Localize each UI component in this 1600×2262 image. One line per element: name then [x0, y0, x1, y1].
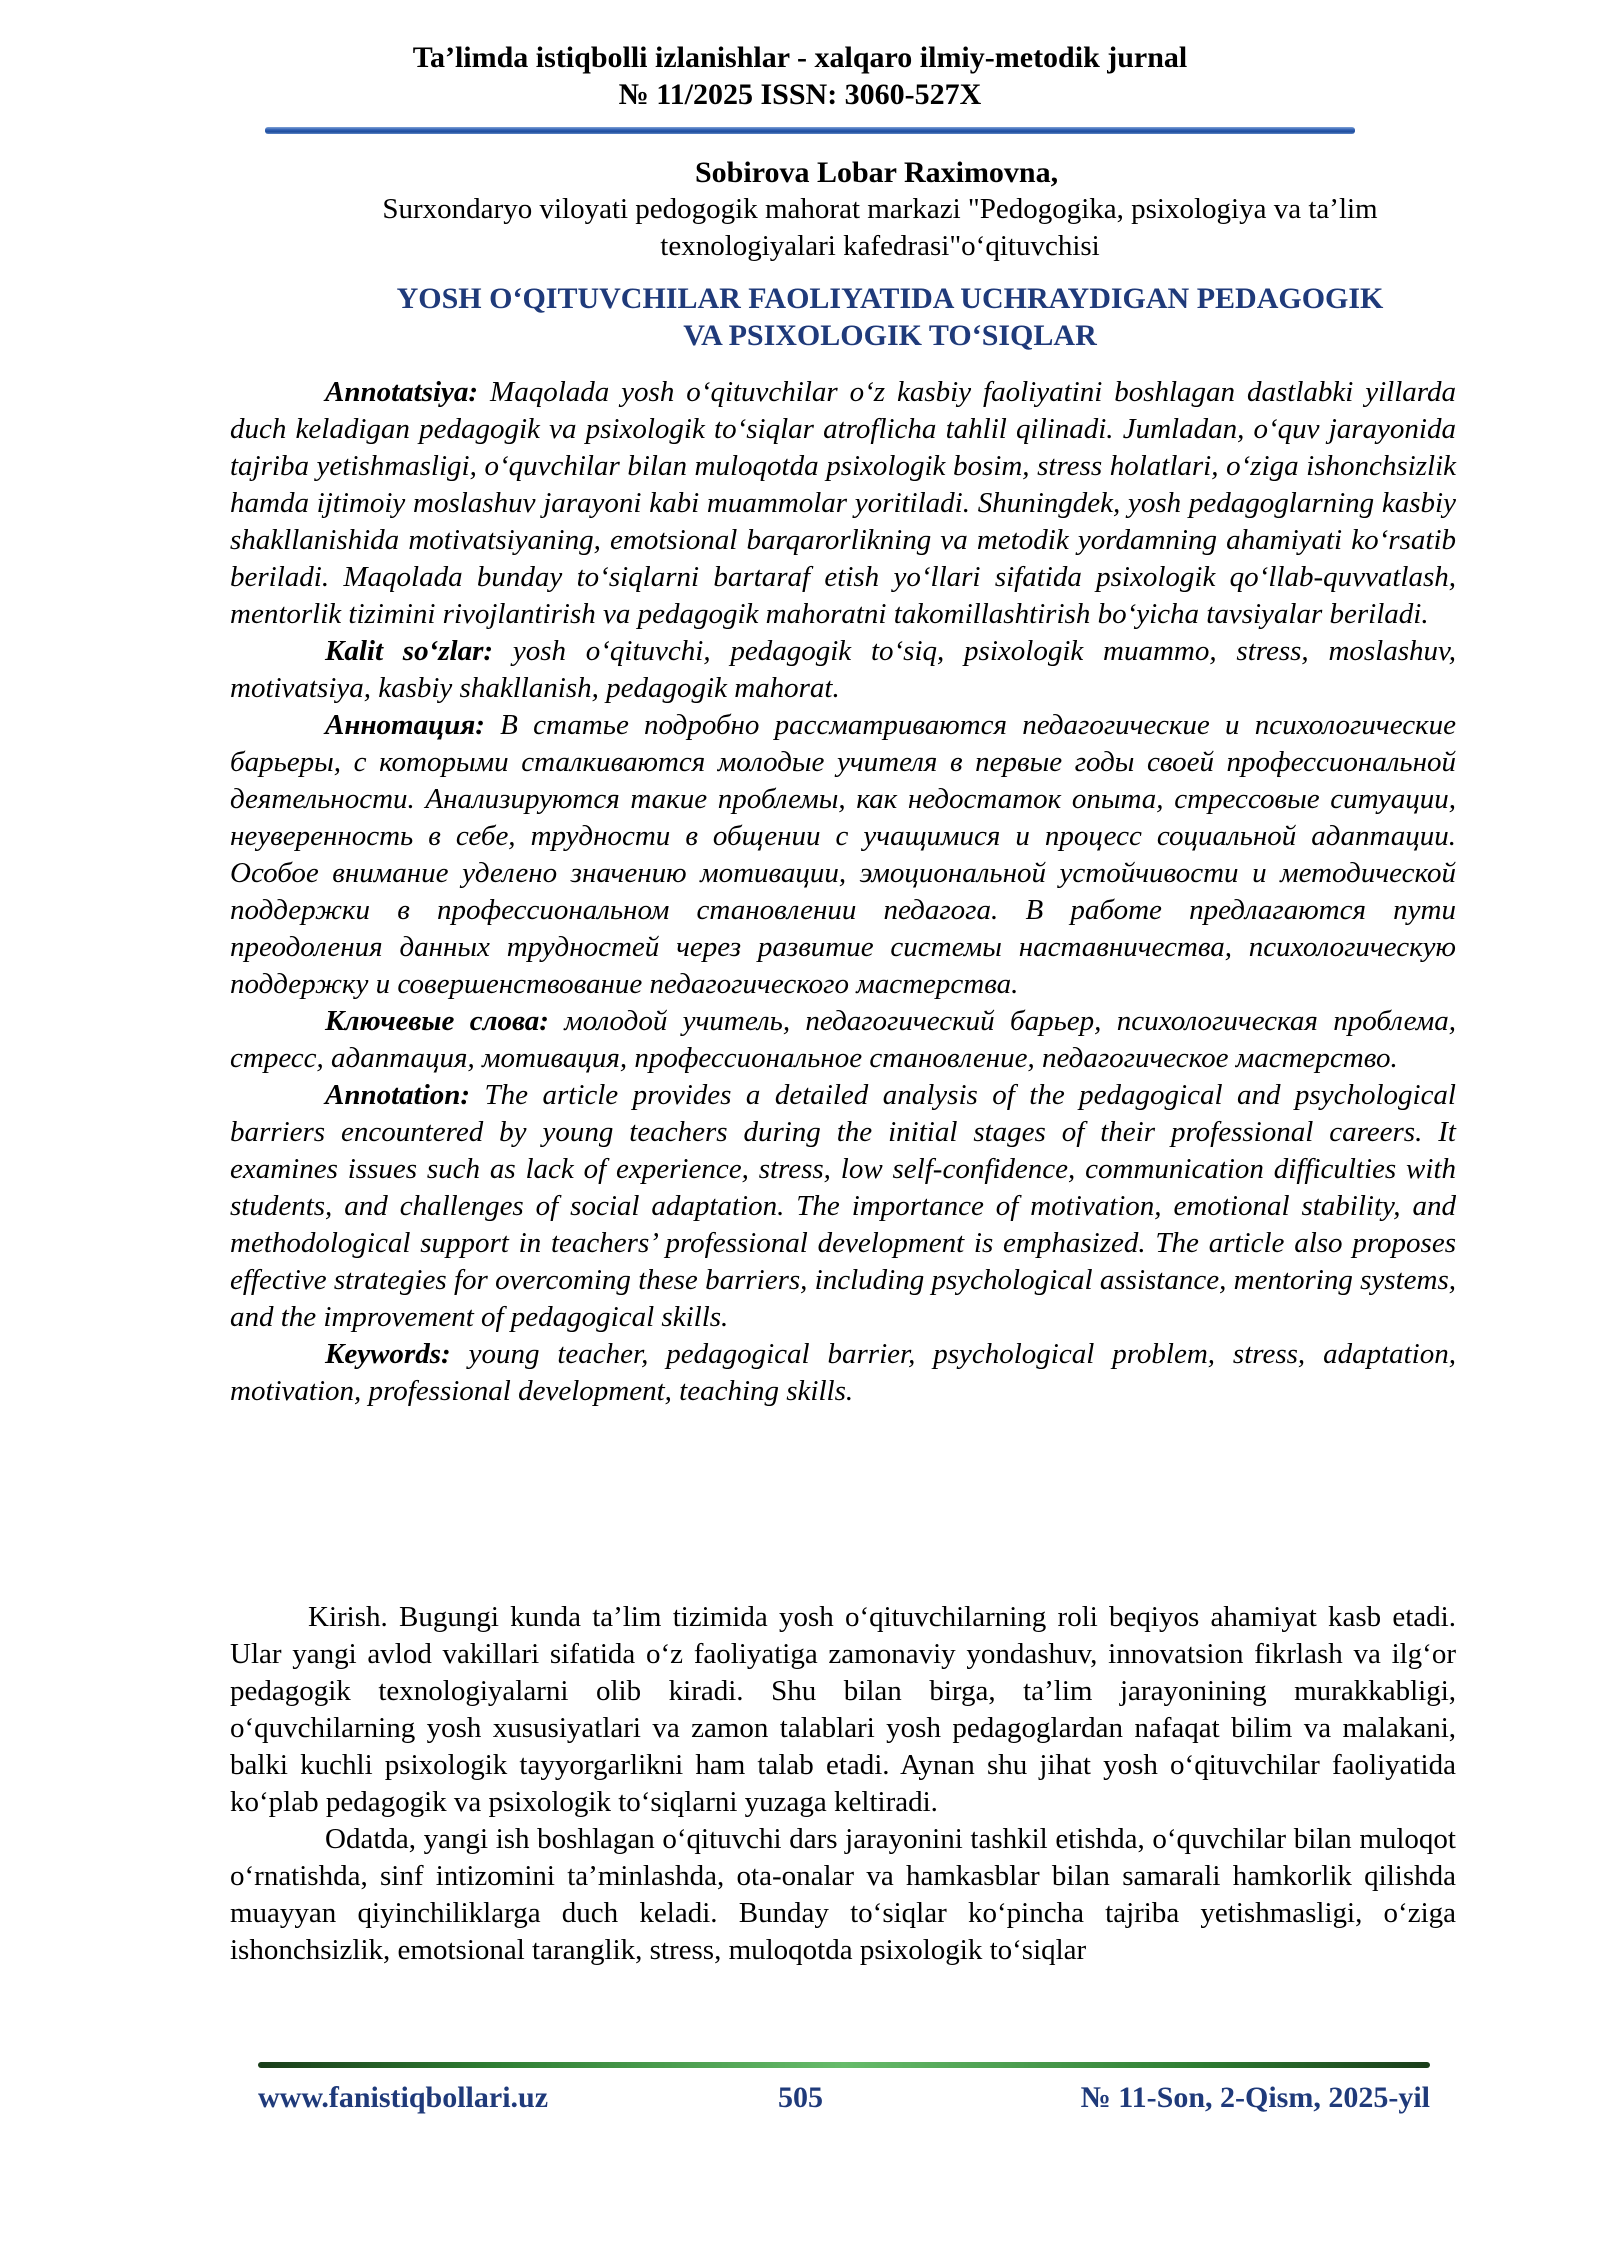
- abstract-ru-label: Аннотация:: [325, 709, 485, 741]
- abstract-en-text: The article provides a detailed analysis of the pedagogical and psychological barriers encountered by young teachers during the initial stages of their professional careers. It examines issues such as lack of experience, stress, low self-confidence, communication difficulties with students, and challenges of social adaptation. The importance of motivation, emotional stability, and methodological support in teachers’ professional development is emphasized. The article also proposes effective strategies for overcoming these barriers, including psychological assistance, mentoring systems, and the improvement of pedagogical skills.: [230, 1079, 1456, 1333]
- keywords-uz: [230, 633, 1456, 707]
- keywords-en-text: young teacher, pedagogical barrier, psychological problem, stress, adaptation, motivation, professional development, teaching skills.: [230, 1338, 1456, 1407]
- abstracts-section: [230, 374, 1456, 1410]
- body-paragraph: Kirish. Bugungi kunda ta’lim tizimida yosh o‘qituvchilarning roli beqiyos ahamiyat kasb etadi. Ular yangi avlod vakillari sifatida o‘z faoliyatiga zamonaviy yondashuv, innovatsion fikrlash va ilg‘or pedagogik texnologiyalarni olib kiradi. Shu bilan birga, ta’lim jarayonining murakkabligi, o‘quvchilarning yosh xususiyatlari va zamon talablari yosh pedagoglardan nafaqat bilim va malakani, balki kuchli psixologik tayyorgarlikni ham talab etadi. Aynan shu jihat yosh o‘qituvchilar faoliyatida ko‘plab pedagogik va psixologik to‘siqlarni yuzaga keltiradi.: [230, 1601, 1456, 1818]
- article-body: [230, 1599, 1456, 1969]
- affiliation-line: Surxondaryo viloyati pedogogik mahorat markazi "Pedogogika, psixologiya va ta’lim: [382, 193, 1378, 225]
- article-title: [320, 280, 1460, 354]
- keywords-ru-label: Ключевые слова:: [325, 1005, 549, 1037]
- journal-issue-issn: № 11/2025 ISSN: 3060-527X: [618, 78, 982, 111]
- footer-website-link[interactable]: www.fanistiqbollari.uz: [258, 2081, 549, 2114]
- author-name: Sobirova Lobar Raximovna,: [695, 156, 1059, 189]
- article-title-line: VA PSIXOLOGIK TO‘SIQLAR: [683, 319, 1097, 352]
- keywords-ru-text: молодой учитель, педагогический барьер, психологическая проблема, стресс, адаптация, мотивация, профессиональное становление, педагогическое мастерство.: [230, 1005, 1456, 1074]
- author-affiliation: [330, 191, 1430, 265]
- abstract-uz: [230, 374, 1456, 633]
- keywords-ru: [230, 1003, 1456, 1077]
- abstract-uz-text: Maqolada yosh o‘qituvchilar o‘z kasbiy faoliyatini boshlagan dastlabki yillarda duch keladigan pedagogik va psixologik to‘siqlar atroflicha tahlil qilinadi. Jumladan, o‘quv jarayonida tajriba yetishmasligi, o‘quvchilar bilan muloqotda psixologik bosim, stress holatlari, o‘ziga ishonchsizlik hamda ijtimoiy moslashuv jarayoni kabi muammolar yoritiladi. Shuningdek, yosh pedagoglarning kasbiy shakllanishida motivatsiyaning, emotsional barqarorlikning va metodik yordamning ahamiyati ko‘rsatib beriladi. Maqolada bunday to‘siqlarni bartaraf etish yo‘llari sifatida psixologik qo‘llab-quvvatlash, mentorlik tizimini rivojlantirish va pedagogik mahoratni takomillashtirish bo‘yicha tavsiyalar beriladi.: [230, 376, 1456, 630]
- article-title-line: YOSH O‘QITUVCHILAR FAOLIYATIDA UCHRAYDIGAN PEDAGOGIK: [396, 282, 1384, 315]
- keywords-uz-label: Kalit so‘zlar:: [325, 635, 494, 667]
- abstract-ru: [230, 707, 1456, 1003]
- abstract-ru-text: В статье подробно рассматриваются педагогические и психологические барьеры, с которыми сталкиваются молодые учителя в первые годы своей профессиональной деятельности. Анализируются такие проблемы, как недостаток опыта, стрессовые ситуации, неуверенность в себе, трудности в общении с учащимися и процесс социальной адаптации. Особое внимание уделено значению мотивации, эмоциональной устойчивости и методической поддержки в профессиональном становлении педагога. В работе предлагаются пути преодоления данных трудностей через развитие системы наставничества, психологическую поддержку и совершенствование педагогического мастерства.: [230, 709, 1456, 1000]
- keywords-en: [230, 1336, 1456, 1410]
- header-divider: [265, 127, 1355, 134]
- abstract-uz-label: Annotatsiya:: [325, 376, 479, 408]
- keywords-en-label: Keywords:: [325, 1338, 451, 1370]
- journal-title: Ta’limda istiqbolli izlanishlar - xalqaro ilmiy-metodik jurnal: [412, 41, 1188, 74]
- footer-issue-info: № 11-Son, 2-Qism, 2025-yil: [1080, 2081, 1430, 2114]
- page-number: 505: [778, 2081, 823, 2114]
- footer-divider: [258, 2062, 1430, 2068]
- abstract-en: [230, 1077, 1456, 1336]
- keywords-uz-text: yosh o‘qituvchi, pedagogik to‘siq, psixologik muammo, stress, moslashuv, motivatsiya, kasbiy shakllanish, pedagogik mahorat.: [230, 635, 1456, 704]
- affiliation-line: texnologiyalari kafedrasi"o‘qituvchisi: [660, 230, 1100, 262]
- body-paragraph: Odatda, yangi ish boshlagan o‘qituvchi dars jarayonini tashkil etishda, o‘quvchilar bilan muloqot o‘rnatishda, sinf intizomini ta’minlashda, ota-onalar va hamkasblar bilan samarali hamkorlik qilishda muayyan qiyinchiliklarga duch keladi. Bunday to‘siqlar ko‘pincha tajriba yetishmasligi, o‘ziga ishonchsizlik, emotsional taranglik, stress, muloqotda psixologik to‘siqlar: [230, 1823, 1456, 1966]
- abstract-en-label: Annotation:: [325, 1079, 471, 1111]
